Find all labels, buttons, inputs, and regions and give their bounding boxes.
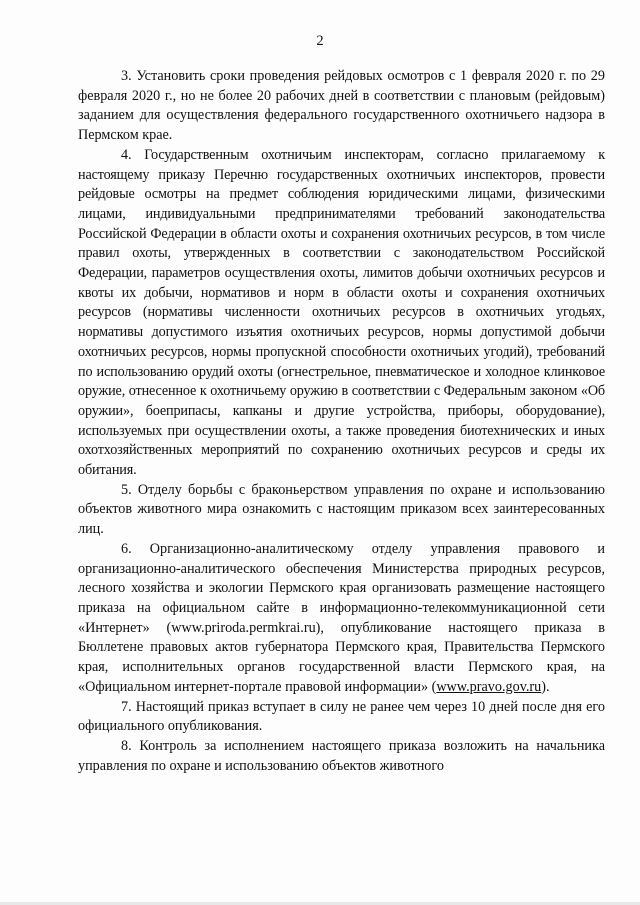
- paragraph-8: 8. Контроль за исполнением настоящего приказа возложить на начальника управления по охране и использованию объектов животного: [78, 737, 605, 774]
- document-body: [78, 67, 605, 776]
- page-number: 2: [316, 33, 324, 49]
- paragraph-4: 4. Государственным охотничьим инспекторам, согласно прилагаемому к настоящему приказу Перечню государственных охотничьих инспекторов, провести рейдовые осмотры на предмет соблюдения юридическими лицами, физическими лицами, индивидуальными предпринимателями требований законодательства Российской Федерации в области охоты и сохранения охотничьих ресурсов, в том числе правил охоты, утвержденных в соответствии с законодательством Российской Федерации, параметров осуществления охоты, лимитов добычи охотничьих ресурсов и квоты их добычи, нормативов и норм в области охоты и сохранения охотничьих ресурсов (нормативы численности охотничьих ресурсов в охотничьих угодьях, нормативы допустимого изъятия охотничьих ресурсов, нормы допустимой добычи охотничьих ресурсов, нормы пропускной способности охотничьих угодий), требований по использованию орудий охоты (огнестрельное, пневматическое и холодное клинковое оружие, отнесенное к охотничьему оружию в соответствии с Федеральным законом «Об оружии», боеприпасы, капканы и другие устройства, приборы, оборудование), используемых при осуществлении охоты, а также проведения биотехнических и иных охотхозяйственных мероприятий по сохранению охотничьих ресурсов и среды их обитания.: [78, 146, 605, 479]
- paragraph-3: 3. Установить сроки проведения рейдовых осмотров с 1 февраля 2020 г. по 29 февраля 2020 г., но не более 20 рабочих дней в соответствии с плановым (рейдовым) заданием для осуществления федерального государственного охотничьего надзора в Пермском крае.: [78, 68, 605, 144]
- paragraph-7: 7. Настоящий приказ вступает в силу не ранее чем через 10 дней после дня его официального опубликования.: [78, 698, 605, 735]
- paragraph-6-text: 6. Организационно-аналитическому отделу управления правового и организационно-аналитического обеспечения Министерства природных ресурсов, лесного хозяйства и экологии Пермского края организовать размещение настоящего приказа на официальном сайте в информационно-телекоммуникационной сети «Интернет» (www.priroda.permkrai.ru), опубликование настоящего приказа в Бюллетене правовых актов губернатора Пермского края, Правительства Пермского края, исполнительных органов государственной власти Пермского края, на «Официальном интернет-портале правовой информации» (: [78, 540, 605, 695]
- pravo-gov-link[interactable]: www.pravo.gov.ru: [436, 678, 542, 695]
- paragraph-6-tail: ).: [541, 678, 550, 695]
- paragraph-5: 5. Отделу борьбы с браконьерством управления по охране и использованию объектов животного мира ознакомить с настоящим приказом всех заинтересованных лиц.: [78, 481, 605, 538]
- paragraph-6: [78, 540, 605, 698]
